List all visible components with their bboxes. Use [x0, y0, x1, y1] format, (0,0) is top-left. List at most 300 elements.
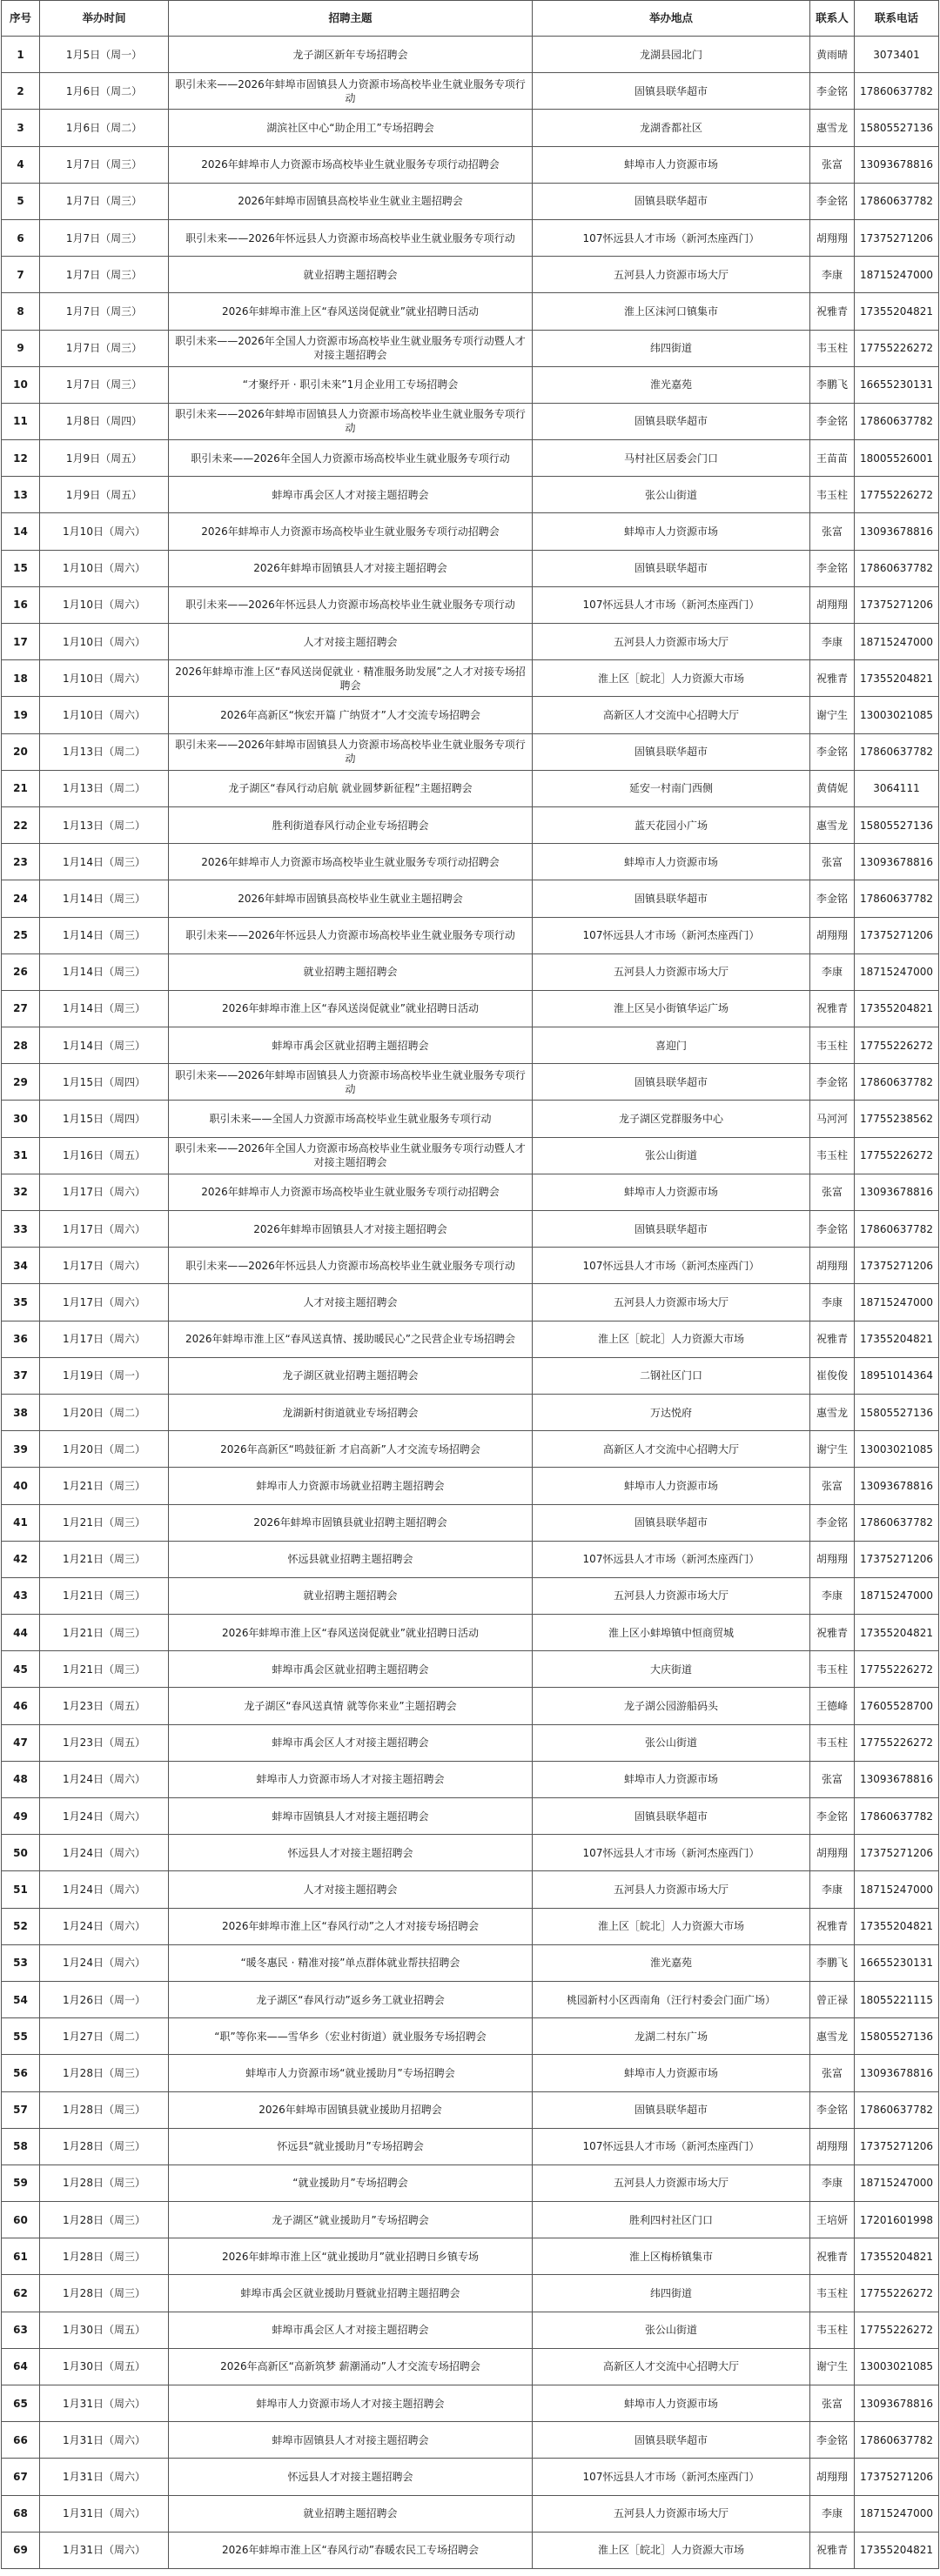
cell-place: 固镇县联华超市: [533, 880, 810, 917]
cell-theme: 职引未来——2026年怀远县人力资源市场高校毕业生就业服务专项行动: [169, 219, 533, 256]
cell-time: 1月7日（周三）: [40, 366, 169, 403]
cell-index: 20: [2, 733, 40, 770]
cell-theme: 2026年蚌埠市淮上区“春风送岗促就业”就业招聘日活动: [169, 1615, 533, 1651]
cell-index: 21: [2, 770, 40, 806]
cell-contact: 谢宁生: [810, 2348, 855, 2385]
cell-place: 固镇县联华超市: [533, 1504, 810, 1541]
table-body: [2, 37, 939, 2569]
cell-time: 1月13日（周二）: [40, 770, 169, 806]
cell-contact: 胡翔翔: [810, 586, 855, 623]
cell-contact: 李康: [810, 1871, 855, 1908]
table-row: [2, 1981, 939, 2017]
cell-time: 1月24日（周六）: [40, 1871, 169, 1908]
cell-phone: 18715247000: [855, 2495, 939, 2532]
cell-phone: 17375271206: [855, 1835, 939, 1871]
cell-time: 1月21日（周三）: [40, 1504, 169, 1541]
cell-place: 二钢社区门口: [533, 1357, 810, 1394]
cell-place: 马村社区居委会门口: [533, 440, 810, 477]
table-row: [2, 330, 939, 366]
cell-theme: 2026年蚌埠市固镇县人才对接主题招聘会: [169, 550, 533, 586]
cell-contact: 张富: [810, 2385, 855, 2422]
table-row: [2, 37, 939, 73]
cell-time: 1月21日（周三）: [40, 1541, 169, 1577]
cell-phone: 17375271206: [855, 2459, 939, 2495]
cell-contact: 黄雨晴: [810, 37, 855, 73]
table-row: [2, 2091, 939, 2128]
cell-place: 蚌埠市人力资源市场: [533, 2385, 810, 2422]
cell-phone: 17860637782: [855, 1504, 939, 1541]
cell-time: 1月31日（周六）: [40, 2459, 169, 2495]
table-row: [2, 1541, 939, 1577]
cell-phone: 13093678816: [855, 513, 939, 550]
cell-phone: 17355204821: [855, 1908, 939, 1944]
cell-theme: 就业招聘主题招聘会: [169, 1577, 533, 1614]
cell-theme: 怀远县人才对接主题招聘会: [169, 2459, 533, 2495]
cell-contact: 胡翔翔: [810, 219, 855, 256]
cell-place: 蚌埠市人力资源市场: [533, 1468, 810, 1504]
cell-place: 五河县人力资源市场大厅: [533, 257, 810, 293]
cell-time: 1月21日（周三）: [40, 1577, 169, 1614]
cell-phone: 17375271206: [855, 1248, 939, 1284]
cell-phone: 17201601998: [855, 2202, 939, 2238]
cell-index: 9: [2, 330, 40, 366]
cell-phone: 17355204821: [855, 1321, 939, 1357]
cell-phone: 18715247000: [855, 953, 939, 990]
cell-contact: 祝雅青: [810, 1615, 855, 1651]
cell-phone: 18715247000: [855, 257, 939, 293]
cell-contact: 张富: [810, 146, 855, 183]
cell-theme: 职引未来——2026年蚌埠市固镇县人力资源市场高校毕业生就业服务专项行动: [169, 733, 533, 770]
cell-theme: 2026年蚌埠市淮上区“就业援助月”就业招聘日乡镇专场: [169, 2238, 533, 2275]
cell-time: 1月7日（周三）: [40, 330, 169, 366]
cell-theme: “职”等你来——雪华乡（宏业村街道）就业服务专场招聘会: [169, 2018, 533, 2055]
cell-place: 固镇县联华超市: [533, 2422, 810, 2459]
cell-place: 纬四街道: [533, 330, 810, 366]
cell-time: 1月17日（周六）: [40, 1248, 169, 1284]
cell-contact: 韦玉柱: [810, 1027, 855, 1064]
cell-contact: 王德峰: [810, 1688, 855, 1724]
cell-index: 54: [2, 1981, 40, 2017]
cell-phone: 17860637782: [855, 1064, 939, 1101]
cell-place: 淮光嘉苑: [533, 1944, 810, 1981]
cell-place: 蚌埠市人力资源市场: [533, 1761, 810, 1797]
cell-place: 淮上区沫河口镇集市: [533, 293, 810, 330]
cell-contact: 张富: [810, 1174, 855, 1210]
cell-phone: 17755226272: [855, 330, 939, 366]
cell-phone: 18715247000: [855, 2165, 939, 2201]
cell-contact: 惠雪龙: [810, 110, 855, 146]
cell-place: 五河县人力资源市场大厅: [533, 953, 810, 990]
table-row: [2, 733, 939, 770]
cell-index: 1: [2, 37, 40, 73]
cell-contact: 胡翔翔: [810, 1835, 855, 1871]
cell-time: 1月24日（周六）: [40, 1908, 169, 1944]
cell-index: 60: [2, 2202, 40, 2238]
cell-contact: 王苗苗: [810, 440, 855, 477]
cell-index: 63: [2, 2312, 40, 2348]
header-row: [2, 1, 939, 37]
cell-place: 固镇县联华超市: [533, 733, 810, 770]
table-row: [2, 2055, 939, 2091]
cell-index: 27: [2, 990, 40, 1027]
cell-phone: 17355204821: [855, 1615, 939, 1651]
cell-index: 7: [2, 257, 40, 293]
cell-phone: 17755226272: [855, 1027, 939, 1064]
cell-index: 47: [2, 1724, 40, 1761]
cell-contact: 谢宁生: [810, 697, 855, 733]
cell-theme: 2026年蚌埠市固镇县就业招聘主题招聘会: [169, 1504, 533, 1541]
cell-place: 蚌埠市人力资源市场: [533, 2055, 810, 2091]
cell-contact: 胡翔翔: [810, 2459, 855, 2495]
cell-phone: 17375271206: [855, 917, 939, 953]
cell-time: 1月31日（周六）: [40, 2385, 169, 2422]
cell-time: 1月17日（周六）: [40, 1284, 169, 1321]
cell-contact: 惠雪龙: [810, 1394, 855, 1430]
cell-place: 107怀远县人才市场（新河杰座西门）: [533, 2459, 810, 2495]
cell-contact: 祝雅青: [810, 660, 855, 697]
cell-contact: 李金铭: [810, 1504, 855, 1541]
cell-phone: 18715247000: [855, 1577, 939, 1614]
cell-index: 66: [2, 2422, 40, 2459]
table-row: [2, 1137, 939, 1174]
cell-time: 1月26日（周一）: [40, 1981, 169, 2017]
cell-theme: 就业招聘主题招聘会: [169, 257, 533, 293]
cell-theme: 2026年蚌埠市淮上区“春风送真情、援助暖民心”之民营企业专场招聘会: [169, 1321, 533, 1357]
cell-place: 张公山街道: [533, 2312, 810, 2348]
cell-time: 1月21日（周三）: [40, 1615, 169, 1651]
table-row: [2, 2238, 939, 2275]
table-row: [2, 440, 939, 477]
cell-index: 64: [2, 2348, 40, 2385]
cell-time: 1月7日（周三）: [40, 183, 169, 219]
cell-place: 蓝天花园小广场: [533, 806, 810, 843]
cell-phone: 17755226272: [855, 1651, 939, 1688]
cell-contact: 马河河: [810, 1101, 855, 1137]
cell-theme: 2026年蚌埠市人力资源市场高校毕业生就业服务专项行动招聘会: [169, 1174, 533, 1210]
cell-contact: 祝雅青: [810, 2532, 855, 2568]
cell-place: 张公山街道: [533, 1724, 810, 1761]
cell-theme: 蚌埠市人力资源市场“就业援助月”专场招聘会: [169, 2055, 533, 2091]
table-row: [2, 2018, 939, 2055]
table-row: [2, 770, 939, 806]
table-row: [2, 1027, 939, 1064]
table-row: [2, 183, 939, 219]
cell-time: 1月13日（周二）: [40, 733, 169, 770]
cell-time: 1月7日（周三）: [40, 293, 169, 330]
cell-theme: 2026年高新区“鸣鼓征新 才启高新”人才交流专场招聘会: [169, 1431, 533, 1468]
table-row: [2, 1688, 939, 1724]
cell-place: 固镇县联华超市: [533, 73, 810, 110]
cell-theme: 蚌埠市禹会区就业援助月暨就业招聘主题招聘会: [169, 2275, 533, 2312]
cell-theme: 蚌埠市人力资源市场人才对接主题招聘会: [169, 1761, 533, 1797]
table-row: [2, 1908, 939, 1944]
table-row: [2, 293, 939, 330]
cell-index: 16: [2, 586, 40, 623]
cell-phone: 17375271206: [855, 586, 939, 623]
cell-phone: 16655230131: [855, 366, 939, 403]
cell-contact: 韦玉柱: [810, 1651, 855, 1688]
cell-theme: 就业招聘主题招聘会: [169, 2495, 533, 2532]
cell-phone: 13003021085: [855, 2348, 939, 2385]
cell-time: 1月15日（周四）: [40, 1064, 169, 1101]
cell-index: 32: [2, 1174, 40, 1210]
cell-contact: 韦玉柱: [810, 1724, 855, 1761]
cell-theme: 职引未来——2026年怀远县人力资源市场高校毕业生就业服务专项行动: [169, 1248, 533, 1284]
cell-contact: 祝雅青: [810, 293, 855, 330]
cell-place: 107怀远县人才市场（新河杰座西门）: [533, 219, 810, 256]
cell-index: 58: [2, 2128, 40, 2165]
cell-place: 高新区人才交流中心招聘大厅: [533, 697, 810, 733]
cell-index: 45: [2, 1651, 40, 1688]
cell-theme: 职引未来——2026年全国人力资源市场高校毕业生就业服务专项行动: [169, 440, 533, 477]
cell-index: 5: [2, 183, 40, 219]
cell-contact: 李金铭: [810, 73, 855, 110]
cell-contact: 谢宁生: [810, 1431, 855, 1468]
cell-phone: 17755226272: [855, 1724, 939, 1761]
cell-theme: 2026年蚌埠市固镇县人才对接主题招聘会: [169, 1211, 533, 1248]
cell-time: 1月15日（周四）: [40, 1101, 169, 1137]
cell-theme: 怀远县“就业援助月”专场招聘会: [169, 2128, 533, 2165]
cell-time: 1月6日（周二）: [40, 73, 169, 110]
cell-place: 淮上区吴小街镇华运广场: [533, 990, 810, 1027]
cell-time: 1月28日（周三）: [40, 2202, 169, 2238]
cell-phone: 18055221115: [855, 1981, 939, 2017]
cell-contact: 李康: [810, 2495, 855, 2532]
cell-theme: 蚌埠市人力资源市场人才对接主题招聘会: [169, 2385, 533, 2422]
cell-time: 1月10日（周六）: [40, 513, 169, 550]
cell-time: 1月28日（周三）: [40, 2128, 169, 2165]
table-row: [2, 366, 939, 403]
table-row: [2, 110, 939, 146]
cell-phone: 17860637782: [855, 733, 939, 770]
cell-contact: 韦玉柱: [810, 330, 855, 366]
cell-place: 大庆街道: [533, 1651, 810, 1688]
cell-phone: 17355204821: [855, 660, 939, 697]
cell-contact: 韦玉柱: [810, 1137, 855, 1174]
cell-phone: 17755226272: [855, 2312, 939, 2348]
table-row: [2, 2532, 939, 2568]
table-row: [2, 2385, 939, 2422]
cell-index: 65: [2, 2385, 40, 2422]
table-row: [2, 403, 939, 439]
cell-phone: 13093678816: [855, 146, 939, 183]
cell-index: 22: [2, 806, 40, 843]
cell-phone: 17355204821: [855, 990, 939, 1027]
cell-contact: 祝雅青: [810, 1908, 855, 1944]
cell-place: 固镇县联华超市: [533, 1211, 810, 1248]
table-row: [2, 624, 939, 660]
cell-contact: 李金铭: [810, 1211, 855, 1248]
table-row: [2, 1504, 939, 1541]
cell-theme: 职引未来——全国人力资源市场高校毕业生就业服务专项行动: [169, 1101, 533, 1137]
cell-contact: 李康: [810, 1284, 855, 1321]
cell-phone: 17860637782: [855, 1798, 939, 1835]
cell-place: 五河县人力资源市场大厅: [533, 2495, 810, 2532]
cell-phone: 17755238562: [855, 1101, 939, 1137]
cell-index: 62: [2, 2275, 40, 2312]
cell-theme: 蚌埠市禹会区人才对接主题招聘会: [169, 2312, 533, 2348]
cell-phone: 18715247000: [855, 1284, 939, 1321]
cell-time: 1月14日（周三）: [40, 880, 169, 917]
cell-theme: 2026年高新区“恢宏开篇 广纳贤才”人才交流专场招聘会: [169, 697, 533, 733]
cell-contact: 韦玉柱: [810, 2312, 855, 2348]
cell-place: 蚌埠市人力资源市场: [533, 146, 810, 183]
cell-time: 1月28日（周三）: [40, 2055, 169, 2091]
cell-place: 蚌埠市人力资源市场: [533, 1174, 810, 1210]
cell-place: 高新区人才交流中心招聘大厅: [533, 2348, 810, 2385]
table-row: [2, 1431, 939, 1468]
cell-time: 1月20日（周二）: [40, 1394, 169, 1430]
cell-phone: 15805527136: [855, 1394, 939, 1430]
cell-theme: 职引未来——2026年蚌埠市固镇县人力资源市场高校毕业生就业服务专项行动: [169, 1064, 533, 1101]
table-row: [2, 1064, 939, 1101]
table-row: [2, 1724, 939, 1761]
cell-index: 37: [2, 1357, 40, 1394]
cell-index: 19: [2, 697, 40, 733]
table-row: [2, 1468, 939, 1504]
cell-time: 1月10日（周六）: [40, 586, 169, 623]
cell-contact: 李金铭: [810, 1064, 855, 1101]
cell-theme: 2026年蚌埠市淮上区“春风送岗促就业”就业招聘日活动: [169, 990, 533, 1027]
cell-theme: 就业招聘主题招聘会: [169, 953, 533, 990]
cell-time: 1月17日（周六）: [40, 1174, 169, 1210]
cell-contact: 祝雅青: [810, 990, 855, 1027]
cell-index: 14: [2, 513, 40, 550]
cell-place: 张公山街道: [533, 477, 810, 513]
cell-place: 固镇县联华超市: [533, 2091, 810, 2128]
table-row: [2, 1651, 939, 1688]
cell-theme: 蚌埠市禹会区人才对接主题招聘会: [169, 1724, 533, 1761]
cell-phone: 18715247000: [855, 624, 939, 660]
cell-contact: 王培妍: [810, 2202, 855, 2238]
table-row: [2, 1211, 939, 1248]
cell-theme: “就业援助月”专场招聘会: [169, 2165, 533, 2201]
cell-phone: 17860637782: [855, 550, 939, 586]
cell-theme: 职引未来——2026年全国人力资源市场高校毕业生就业服务专项行动暨人才对接主题招聘会: [169, 330, 533, 366]
cell-phone: 13093678816: [855, 1174, 939, 1210]
cell-theme: 2026年蚌埠市人力资源市场高校毕业生就业服务专项行动招聘会: [169, 513, 533, 550]
cell-place: 高新区人才交流中心招聘大厅: [533, 1431, 810, 1468]
table-row: [2, 1835, 939, 1871]
cell-theme: 职引未来——2026年蚌埠市固镇县人力资源市场高校毕业生就业服务专项行动: [169, 73, 533, 110]
cell-theme: 蚌埠市固镇县人才对接主题招聘会: [169, 1798, 533, 1835]
header-phone: 联系电话: [855, 1, 939, 37]
cell-time: 1月14日（周三）: [40, 917, 169, 953]
cell-place: 蚌埠市人力资源市场: [533, 513, 810, 550]
cell-index: 61: [2, 2238, 40, 2275]
cell-phone: 13093678816: [855, 2385, 939, 2422]
cell-contact: 李鹏飞: [810, 1944, 855, 1981]
cell-contact: 张富: [810, 1761, 855, 1797]
cell-index: 53: [2, 1944, 40, 1981]
cell-theme: 人才对接主题招聘会: [169, 1284, 533, 1321]
cell-contact: 李康: [810, 624, 855, 660]
job-fair-table: [1, 0, 939, 2569]
cell-time: 1月7日（周三）: [40, 219, 169, 256]
cell-time: 1月13日（周二）: [40, 806, 169, 843]
cell-phone: 13003021085: [855, 1431, 939, 1468]
cell-time: 1月24日（周六）: [40, 1761, 169, 1797]
cell-contact: 李金铭: [810, 880, 855, 917]
cell-theme: 2026年蚌埠市淮上区“春风送岗促就业”就业招聘日活动: [169, 293, 533, 330]
cell-phone: 17605528700: [855, 1688, 939, 1724]
cell-place: 蚌埠市人力资源市场: [533, 844, 810, 880]
cell-place: 107怀远县人才市场（新河杰座西门）: [533, 917, 810, 953]
cell-contact: 李康: [810, 953, 855, 990]
cell-contact: 李金铭: [810, 2091, 855, 2128]
cell-contact: 李康: [810, 2165, 855, 2201]
cell-theme: 蚌埠市禹会区就业招聘主题招聘会: [169, 1027, 533, 1064]
cell-place: 固镇县联华超市: [533, 403, 810, 439]
cell-time: 1月10日（周六）: [40, 660, 169, 697]
cell-theme: 2026年蚌埠市固镇县高校毕业生就业主题招聘会: [169, 183, 533, 219]
cell-time: 1月9日（周五）: [40, 440, 169, 477]
cell-contact: 黄倩妮: [810, 770, 855, 806]
cell-index: 13: [2, 477, 40, 513]
table-row: [2, 844, 939, 880]
cell-place: 淮上区［皖北］人力资源大市场: [533, 660, 810, 697]
cell-time: 1月24日（周六）: [40, 1944, 169, 1981]
cell-index: 28: [2, 1027, 40, 1064]
table-row: [2, 1101, 939, 1137]
cell-phone: 17755226272: [855, 477, 939, 513]
cell-index: 30: [2, 1101, 40, 1137]
cell-time: 1月30日（周五）: [40, 2348, 169, 2385]
table-row: [2, 806, 939, 843]
cell-contact: 祝雅青: [810, 2238, 855, 2275]
cell-time: 1月31日（周六）: [40, 2495, 169, 2532]
table-row: [2, 2348, 939, 2385]
cell-index: 4: [2, 146, 40, 183]
cell-phone: 17860637782: [855, 2091, 939, 2128]
cell-phone: 17355204821: [855, 293, 939, 330]
cell-time: 1月19日（周一）: [40, 1357, 169, 1394]
table-row: [2, 146, 939, 183]
header-contact: 联系人: [810, 1, 855, 37]
cell-time: 1月30日（周五）: [40, 2312, 169, 2348]
cell-index: 35: [2, 1284, 40, 1321]
cell-phone: 17355204821: [855, 2532, 939, 2568]
cell-time: 1月10日（周六）: [40, 624, 169, 660]
cell-theme: 2026年蚌埠市淮上区“春风行动”之人才对接专场招聘会: [169, 1908, 533, 1944]
cell-place: 淮上区［皖北］人力资源大市场: [533, 1908, 810, 1944]
cell-place: 淮上区小蚌埠镇中恒商贸城: [533, 1615, 810, 1651]
cell-index: 34: [2, 1248, 40, 1284]
table-row: [2, 1798, 939, 1835]
cell-index: 15: [2, 550, 40, 586]
cell-phone: 15805527136: [855, 2018, 939, 2055]
cell-time: 1月21日（周三）: [40, 1468, 169, 1504]
cell-time: 1月28日（周三）: [40, 2238, 169, 2275]
table-row: [2, 660, 939, 697]
table-row: [2, 2312, 939, 2348]
cell-place: 喜迎门: [533, 1027, 810, 1064]
cell-theme: 职引未来——2026年怀远县人力资源市场高校毕业生就业服务专项行动: [169, 917, 533, 953]
cell-theme: 怀远县就业招聘主题招聘会: [169, 1541, 533, 1577]
cell-place: 五河县人力资源市场大厅: [533, 2165, 810, 2201]
cell-place: 龙湖二村东广场: [533, 2018, 810, 2055]
cell-theme: 龙子湖区“春风行动启航 就业圆梦新征程”主题招聘会: [169, 770, 533, 806]
cell-place: 万达悦府: [533, 1394, 810, 1430]
cell-theme: 2026年蚌埠市淮上区“春风行动”春暖农民工专场招聘会: [169, 2532, 533, 2568]
cell-phone: 17860637782: [855, 880, 939, 917]
table-row: [2, 917, 939, 953]
cell-phone: 18005526001: [855, 440, 939, 477]
cell-index: 26: [2, 953, 40, 990]
cell-index: 29: [2, 1064, 40, 1101]
cell-phone: 13093678816: [855, 2055, 939, 2091]
table-row: [2, 2275, 939, 2312]
